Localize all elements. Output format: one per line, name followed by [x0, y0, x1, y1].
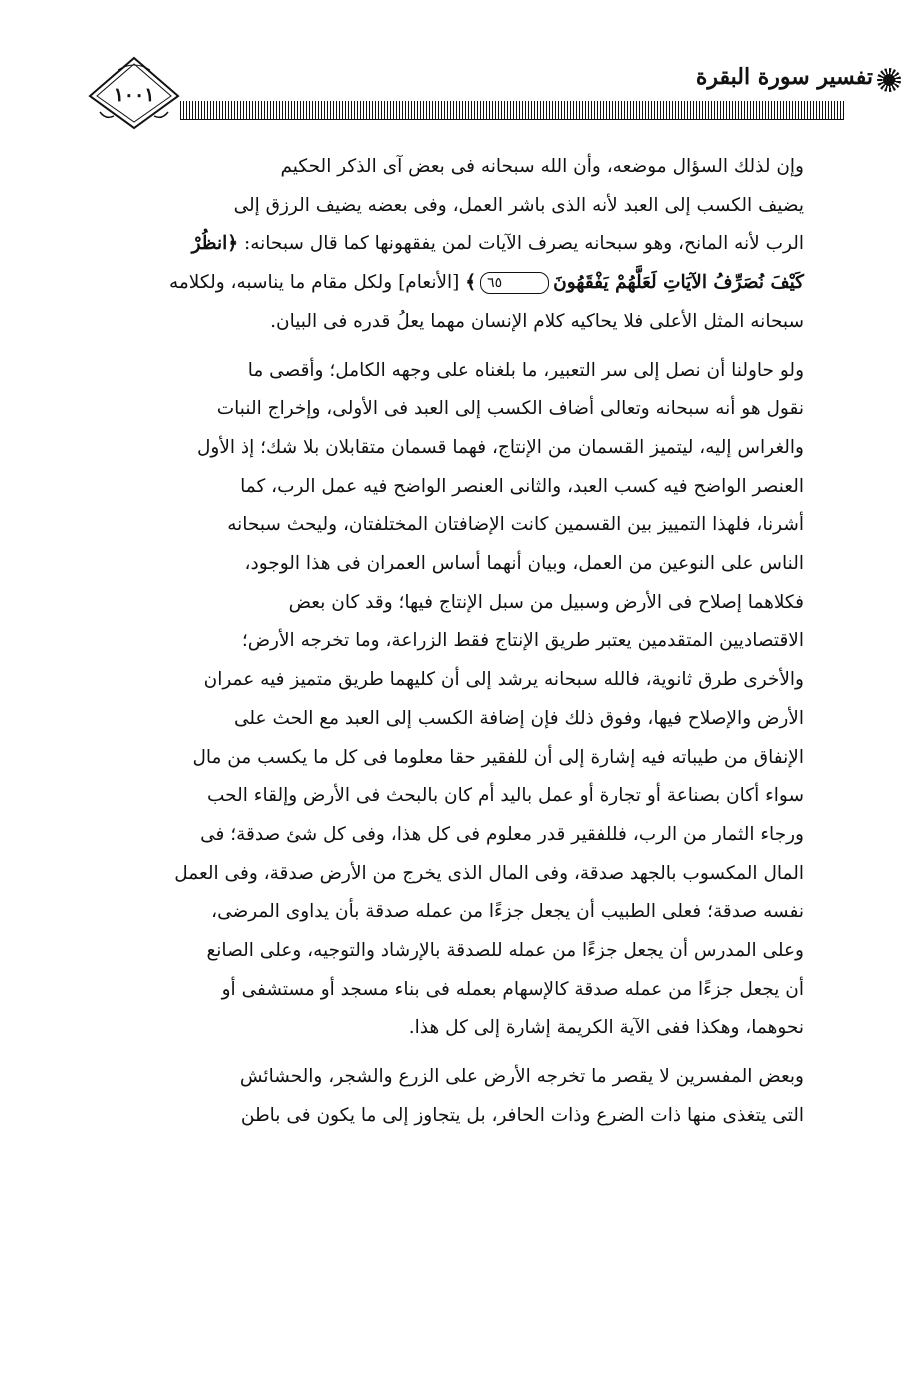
text-line: الناس على النوعين من العمل، وبيان أنهما أساس العمران فى هذا الوجود، — [244, 553, 804, 575]
text-segment: [الأنعام] ولكل مقام ما يناسبه، ولكلامه — [168, 272, 460, 294]
text-line: وبعض المفسرين لا يقصر ما تخرجه الأرض على الزرع والشجر، والحشائش — [239, 1066, 804, 1088]
text-line: فكلاهما إصلاح فى الأرض وسبيل من سبل الإنتاج فيها؛ وقد كان بعض — [288, 591, 804, 613]
page-body — [84, 148, 844, 1136]
text-line: ولو حاولنا أن نصل إلى سر التعبير، ما بلغناه على وجهه الكامل؛ وأقصى ما — [247, 359, 804, 381]
text-line: التى يتغذى منها ذات الضرع وذات الحافر، بل يتجاوز إلى ما يكون فى باطن — [240, 1104, 804, 1126]
flower-ornament-icon — [877, 68, 901, 92]
text-line: يضيف الكسب إلى العبد لأنه الذى باشر العمل، وفى بعضه يضيف الرزق إلى — [233, 194, 804, 216]
text-line: نقول هو أنه سبحانه وتعالى أضاف الكسب إلى العبد فى الأولى، وإخراج النبات — [216, 398, 804, 420]
header-rule — [180, 101, 844, 119]
text-line: الإنفاق من طيباته فيه إشارة إلى أن للفقير حقا معلوما فى كل ما يكسب من مال — [192, 746, 804, 768]
text-segment: الرب لأنه المانح، وهو سبحانه يصرف الآيات لمن يفقهونها كما قال سبحانه: — [243, 233, 804, 255]
page-header — [0, 0, 923, 140]
quran-verse: ﴿انظُرْ — [191, 233, 239, 255]
text-line — [84, 225, 844, 264]
quran-verse-close: ﴾ — [465, 272, 477, 294]
header-underline — [180, 119, 844, 120]
text-line: أن يجعل جزءًا من عمله صدقة كالإسهام بعمله فى بناء مسجد أو مستشفى أو — [221, 978, 804, 1000]
paragraph-3 — [84, 1058, 844, 1135]
page-number: ١٠٠١ — [113, 84, 155, 106]
text-line: أشرنا، فلهذا التمييز بين القسمين كانت الإضافتان المختلفتان، وليحث سبحانه — [227, 514, 804, 536]
text-line — [84, 264, 844, 303]
text-line: وإن لذلك السؤال موضعه، وأن الله سبحانه فى بعض آى الذكر الحكيم — [280, 156, 804, 177]
paragraph-2 — [84, 352, 844, 1049]
ayah-number: ٦٥ — [480, 272, 549, 294]
text-line: سواء أكان بصناعة أو تجارة أو عمل باليد أم كان بالبحث فى الأرض وإلقاء الحب — [206, 785, 804, 807]
text-line: والأخرى طرق ثانوية، فالله سبحانه يرشد إلى أن كليهما طريق متميز فيه عمران — [203, 669, 804, 691]
text-line: الاقتصاديين المتقدمين يعتبر طريق الإنتاج فقط الزراعة، وما تخرجه الأرض؛ — [241, 630, 804, 652]
text-line: الأرض والإصلاح فيها، وفوق ذلك فإن إضافة الكسب إلى العبد مع الحث على — [234, 707, 804, 729]
paragraph-1 — [84, 148, 844, 342]
text-line: المال المكسوب بالجهد صدقة، وفى المال الذى يخرج من الأرض صدقة، وفى العمل — [174, 862, 804, 884]
text-line: نحوهما، وهكذا ففى الآية الكريمة إشارة إلى كل هذا. — [408, 1017, 804, 1039]
text-line: العنصر الواضح فيه كسب العبد، والثانى العنصر الواضح فيه عمل الرب، كما — [240, 475, 804, 497]
text-line: والغراس إليه، ليتميز القسمان من الإنتاج، فهما قسمان متقابلان بلا شك؛ إذ الأول — [196, 436, 804, 458]
text-line: ورجاء الثمار من الرب، فللفقير قدر معلوم فى كل هذا، وفى كل شئ صدقة؛ فى — [200, 823, 804, 845]
text-line: سبحانه المثل الأعلى فلا يحاكيه كلام الإنسان مهما يعلُ قدره فى البيان. — [270, 310, 804, 332]
text-line: نفسه صدقة؛ فعلى الطبيب أن يجعل جزءًا من عمله صدقة بأن يداوى المرضى، — [211, 901, 804, 923]
running-title: تفسير سورة البقرة — [695, 64, 873, 90]
quran-verse: كَيْفَ نُصَرِّفُ الآيَاتِ لَعَلَّهُمْ يَفْقَهُونَ — [553, 272, 804, 294]
text-line: وعلى المدرس أن يجعل جزءًا من عمله للصدقة بالإرشاد والتوجيه، وعلى الصانع — [206, 940, 804, 962]
